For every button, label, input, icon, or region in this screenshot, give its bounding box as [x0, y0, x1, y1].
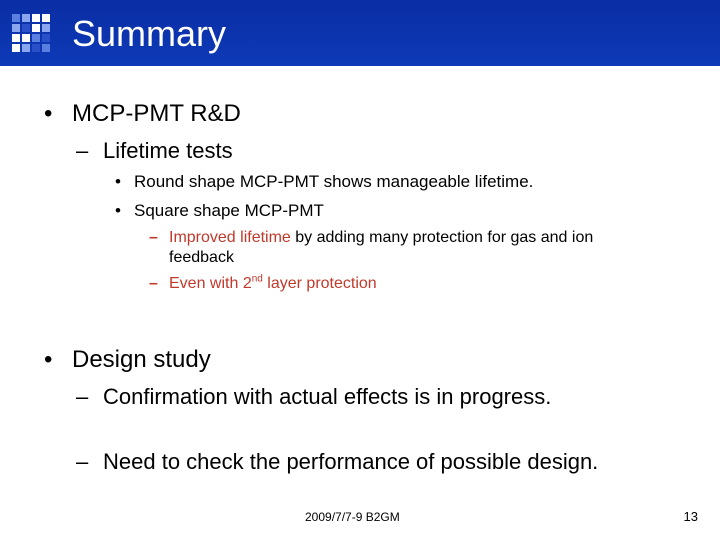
- bullet-marker: •: [44, 346, 53, 373]
- bullet-improved-lifetime: [169, 229, 593, 247]
- dash-marker: –: [76, 449, 89, 474]
- page-number: 13: [683, 509, 698, 524]
- bullet-lifetime-tests: Lifetime tests: [103, 138, 233, 163]
- bullet-round-shape: Round shape MCP-PMT shows manageable lifetime.: [134, 172, 534, 191]
- dash-marker: –: [76, 384, 89, 409]
- bullet-confirmation: Confirmation with actual effects is in progress.: [103, 384, 552, 409]
- bullet-square-shape: Square shape MCP-PMT: [134, 201, 324, 220]
- bullet-mcp-pmt-rd: MCP-PMT R&D: [72, 100, 241, 127]
- bullet-second-layer: [169, 275, 377, 293]
- bullet-design-study: Design study: [72, 346, 211, 373]
- dash-marker: –: [76, 138, 89, 163]
- bullet-marker: •: [44, 100, 53, 127]
- dash-marker: –: [149, 229, 158, 246]
- highlight-text: Improved lifetime: [169, 229, 291, 246]
- bullet-marker: •: [115, 201, 121, 220]
- bullet-need-to-check: Need to check the performance of possible design.: [103, 449, 599, 474]
- bullet-marker: •: [115, 172, 121, 191]
- text-pre: Even with 2: [169, 275, 252, 292]
- footer-text: 2009/7/7-9 B2GM: [305, 510, 400, 524]
- continuation-text: feedback: [169, 249, 234, 266]
- dash-marker: –: [149, 275, 158, 292]
- superscript-nd: nd: [251, 273, 263, 285]
- text-post: layer protection: [262, 275, 377, 292]
- body-text: by adding many protection for gas and ion: [290, 229, 594, 246]
- slide-title: Summary: [72, 13, 227, 54]
